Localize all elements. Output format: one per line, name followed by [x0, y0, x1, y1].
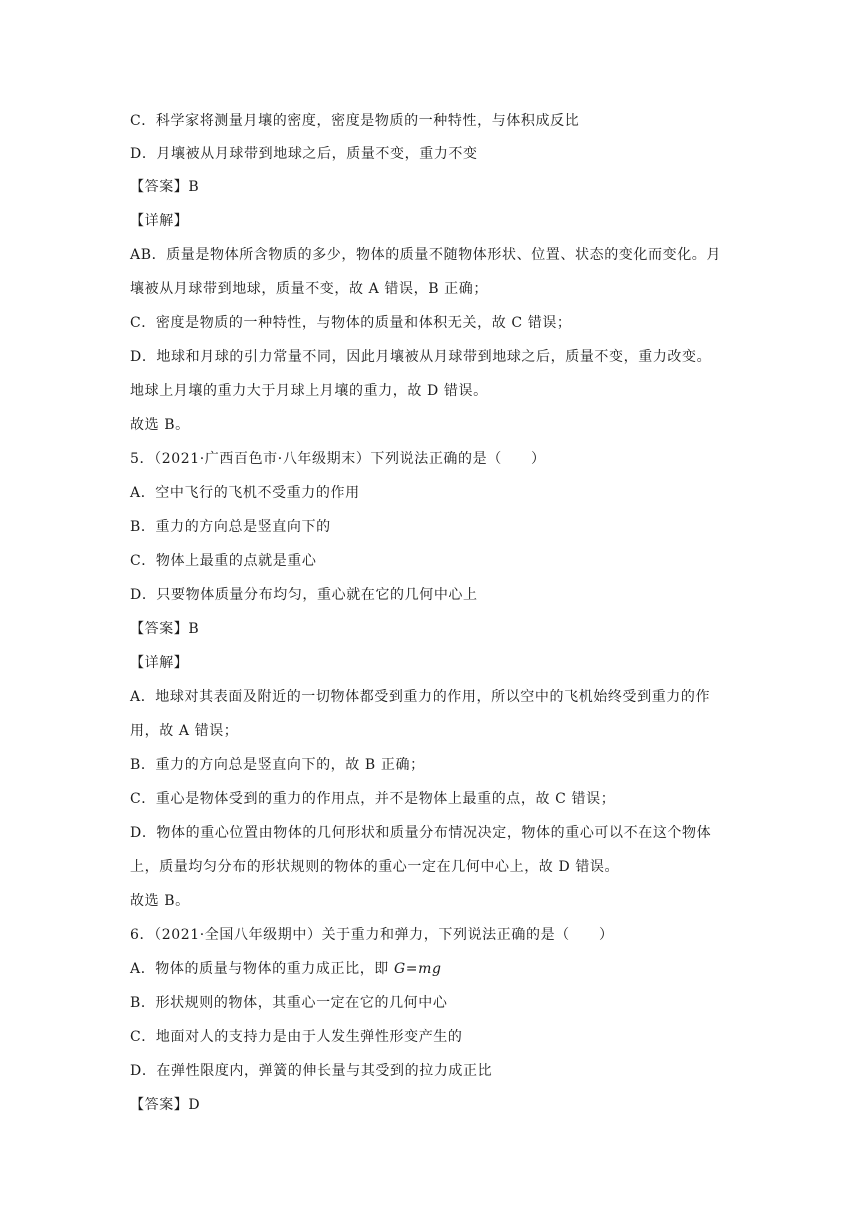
q5-option-d: D．只要物体质量分布均匀，重心就在它的几何中心上: [130, 587, 478, 603]
q5-explanation-a-line2: 用，故 A 错误；: [130, 723, 239, 739]
q6-option-a: [130, 959, 740, 979]
q5-explanation-heading: 【详解】: [130, 655, 189, 671]
q5-explanation-a-line1: A．地球对其表面及附近的一切物体都受到重力的作用，所以空中的飞机始终受到重力的作: [130, 689, 711, 705]
q4-option-c: C．科学家将测量月壤的密度，密度是物质的一种特性，与体积成反比: [130, 113, 580, 129]
q4-explanation-heading: 【详解】: [130, 213, 189, 229]
q5-explanation-b: B．重力的方向总是竖直向下的，故 B 正确；: [130, 757, 425, 773]
q4-answer: 【答案】B: [130, 179, 200, 195]
q4-option-d: D．月壤被从月球带到地球之后，质量不变，重力不变: [130, 146, 478, 162]
q5-conclusion: 故选 B。: [130, 893, 190, 909]
q6-option-c: C．地面对人的支持力是由于人发生弹性形变产生的: [130, 1029, 463, 1045]
q6-answer: 【答案】D: [130, 1097, 201, 1113]
q4-explanation-d-line2: 地球上月壤的重力大于月球上月壤的重力，故 D 错误。: [130, 383, 488, 399]
q6-option-d: D．在弹性限度内，弹簧的伸长量与其受到的拉力成正比: [130, 1063, 493, 1079]
q5-option-b: B．重力的方向总是竖直向下的: [130, 519, 331, 535]
q5-answer: 【答案】B: [130, 621, 200, 637]
formula-g-equals-mg: G=mg: [393, 961, 442, 977]
q5-explanation-c: C．重心是物体受到的重力的作用点，并不是物体上最重的点，故 C 错误；: [130, 791, 616, 807]
q4-explanation-ab-line1: AB．质量是物体所含物质的多少，物体的质量不随物体形状、位置、状态的变化而变化。月: [130, 247, 721, 263]
q6-stem: 6．（2021·全国八年级期中）关于重力和弹力，下列说法正确的是（ ）: [130, 927, 614, 943]
q5-explanation-d-line2: 上，质量均匀分布的形状规则的物体的重心一定在几何中心上，故 D 错误。: [130, 859, 620, 875]
q5-option-c: C．物体上最重的点就是重心: [130, 553, 317, 569]
q4-explanation-c: C．密度是物质的一种特性，与物体的质量和体积无关，故 C 错误；: [130, 315, 572, 331]
q5-option-a: A．空中飞行的飞机不受重力的作用: [130, 485, 360, 501]
q6-option-a-text: A．物体的质量与物体的重力成正比，即: [130, 961, 394, 977]
q4-conclusion: 故选 B。: [130, 417, 190, 433]
q4-explanation-d-line1: D．地球和月球的引力常量不同，因此月壤被从月球带到地球之后，质量不变，重力改变。: [130, 349, 712, 365]
q4-explanation-ab-line2: 壤被从月球带到地球，质量不变，故 A 错误，B 正确；: [130, 281, 488, 297]
q6-option-b: B．形状规则的物体，其重心一定在它的几何中心: [130, 995, 448, 1011]
q5-explanation-d-line1: D．物体的重心位置由物体的几何形状和质量分布情况决定，物体的重心可以不在这个物体: [130, 825, 712, 841]
q5-stem: 5．（2021·广西百色市·八年级期末）下列说法正确的是（ ）: [130, 451, 546, 467]
